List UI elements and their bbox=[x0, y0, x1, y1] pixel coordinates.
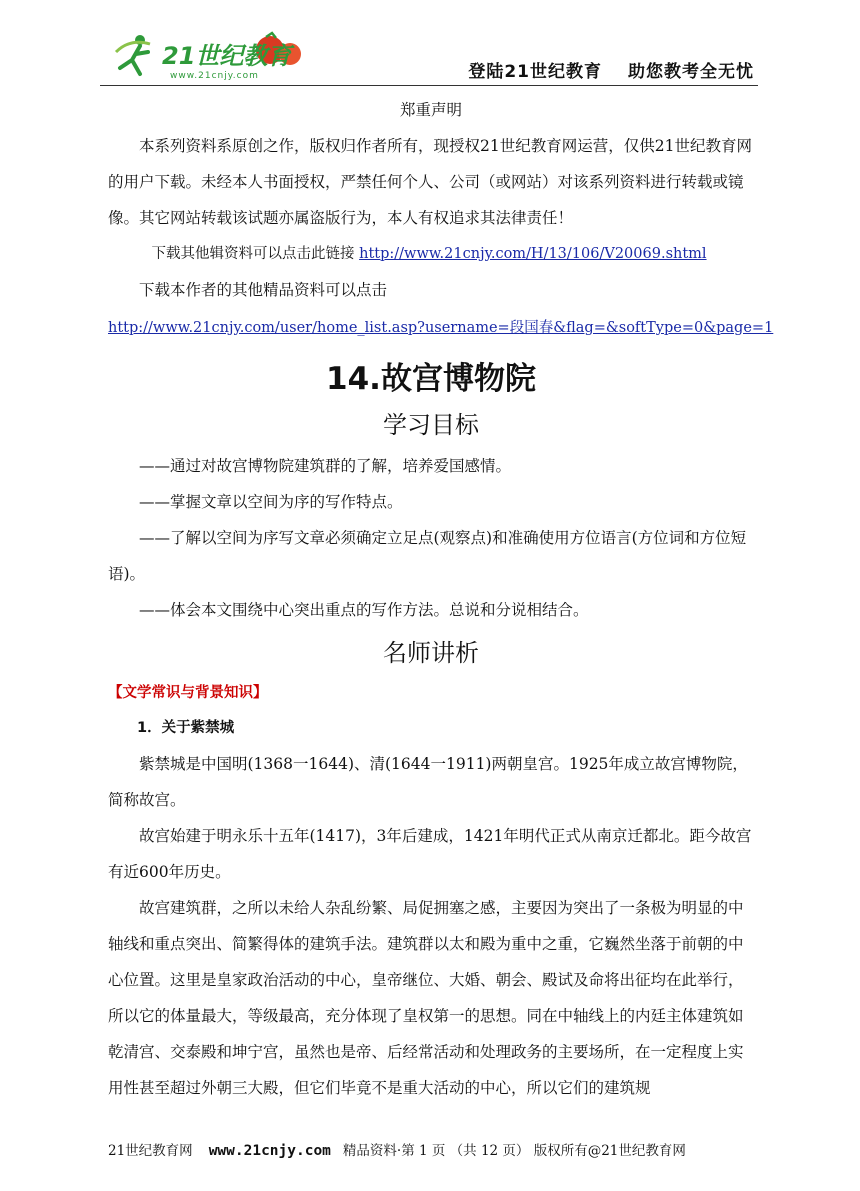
author-line bbox=[108, 310, 774, 346]
goal-item: ——通过对故宫博物院建筑群的了解，培养爱国感情。 bbox=[139, 457, 512, 475]
document-title: 14.故宫博物院 bbox=[326, 361, 536, 397]
logo-url: www.21cnjy.com bbox=[170, 71, 259, 81]
notice-heading: 郑重声明 bbox=[399, 101, 462, 119]
logo-text: 21世纪教育 bbox=[162, 42, 292, 70]
download-line bbox=[108, 236, 754, 272]
author-link[interactable]: http://www.21cnjy.com/user/home_list.asp?username=段国春&flag=&softType=0&page=1 bbox=[108, 320, 774, 336]
download-link[interactable]: http://www.21cnjy.com/H/13/106/V20069.shtml bbox=[359, 246, 707, 262]
sub-heading: 1．关于紫禁城 bbox=[137, 720, 235, 736]
page-header bbox=[100, 30, 758, 86]
notice-body: 本系列资料系原创之作，版权归作者所有，现授权21世纪教育网运营，仅供21世纪教育网的用户下载。未经本人书面授权，严禁任何个人、公司（或网站）对该系列资料进行转载或镜像。其它网站转载该试题亦属盗版行为，本人有权追求其法律责任！ bbox=[108, 137, 752, 227]
footer-page-info: 精品资料·第 1 页 （共 12 页） bbox=[342, 1143, 530, 1159]
page-footer bbox=[108, 1139, 754, 1159]
site-logo bbox=[110, 30, 310, 82]
tagline-right: 助您教考全无忧 bbox=[628, 62, 754, 82]
section-label: 【文学常识与背景知识】 bbox=[108, 685, 268, 701]
header-tagline bbox=[468, 57, 754, 82]
running-figure-icon bbox=[116, 35, 150, 74]
footer-site: www.21cnjy.com bbox=[208, 1143, 331, 1159]
footer-copyright: 版权所有@21世纪教育网 bbox=[533, 1143, 686, 1159]
body-paragraph: 故宫建筑群，之所以未给人杂乱纷繁、局促拥塞之感，主要因为突出了一条极为明显的中轴线和重点突出、简繁得体的建筑手法。建筑群以太和殿为重中之重，它巍然坐落于前朝的中心位置。这里是皇家政治活动的中心，皇帝继位、大婚、朝会、殿试及命将出征均在此举行，所以它的体量最大，等级最高，充分体现了皇权第一的思想。同在中轴线上的内廷主体建筑如乾清宫、交泰殿和坤宁宫，虽然也是帝、后经常活动和处理政务的主要场所，在一定程度上实用性甚至超过外朝三大殿，但它们毕竟不是重大活动的中心，所以它们的建筑规 bbox=[108, 899, 744, 1097]
document-body bbox=[108, 92, 774, 1106]
download-label: 下载其他辑资料可以点击此链接 bbox=[151, 246, 355, 262]
author-label: 下载本作者的其他精品资料可以点击 bbox=[139, 281, 388, 299]
footer-left: 21世纪教育网 bbox=[108, 1143, 193, 1159]
body-paragraph: 紫禁城是中国明(1368一1644)、清(1644一1911)两朝皇宫。1925年成立故宫博物院，简称故宫。 bbox=[108, 755, 748, 809]
goals-heading: 学习目标 bbox=[383, 411, 479, 439]
goal-item: ——掌握文章以空间为序的写作特点。 bbox=[139, 493, 403, 511]
goal-item: ——了解以空间为序写文章必须确定立足点(观察点)和准确使用方位语言(方位词和方位短语)。 bbox=[108, 529, 747, 583]
goal-item: ——体会本文围绕中心突出重点的写作方法。总说和分说相结合。 bbox=[139, 601, 589, 619]
lecture-heading: 名师讲析 bbox=[383, 639, 479, 667]
tagline-left: 登陆21世纪教育 bbox=[468, 62, 602, 82]
body-paragraph: 故宫始建于明永乐十五年(1417)，3年后建成，1421年明代正式从南京迁都北。距今故宫有近600年历史。 bbox=[108, 827, 752, 881]
